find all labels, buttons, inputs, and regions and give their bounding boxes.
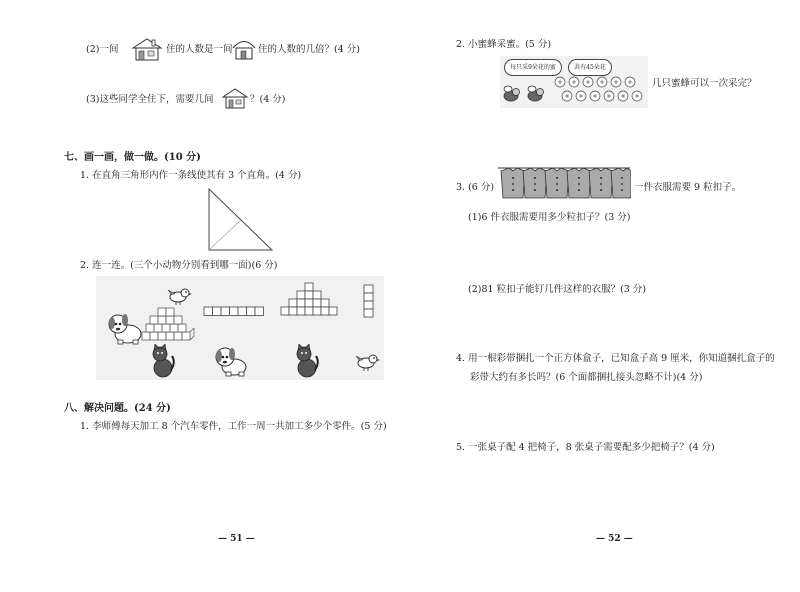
page-number-right: — 52 —: [596, 534, 633, 544]
q3-text: 一件衣服需要 9 粒扣子。: [634, 182, 742, 193]
cube-column-view[interactable]: [363, 284, 375, 318]
q5-text: 5. 一张桌子配 4 把椅子，8 张桌子需要配多少把椅子？(4 分): [456, 442, 715, 453]
bee-icon: [500, 80, 552, 108]
coat-icon: [497, 164, 631, 200]
q3-number: 3. (6 分): [456, 182, 495, 193]
q6-3-part-b: ？(4 分): [250, 94, 286, 105]
section-7-title: 七、画一画，做一做。(10 分): [64, 152, 201, 163]
q7-1-text: 1. 在直角三角形内作一条线使其有 3 个直角。(4 分): [80, 170, 302, 181]
q3-2-text: (2)81 粒扣子能钉几件这样的衣服？(3 分): [468, 284, 647, 295]
q2-title: 2. 小蜜蜂采蜜。(5 分): [456, 39, 552, 50]
flower-icon: [552, 72, 648, 108]
page-number-left: — 51 —: [218, 534, 255, 544]
speech-bubble-2: 共有45朵花: [568, 59, 612, 76]
section-8-title: 八、解决问题。(24 分): [64, 403, 171, 414]
cube-stack-figure: [140, 302, 196, 344]
q3-1-text: (1)6 件衣服需要用多少粒扣子？(3 分): [468, 212, 631, 223]
q2-question: 几只蜜蜂可以一次采完？: [652, 78, 757, 89]
dog-icon[interactable]: [212, 344, 252, 378]
q7-2-text: 2. 连一连。(三个小动物分别看到哪一面)(6 分): [80, 260, 278, 271]
q6-3-part-a: (3)这些同学全住下，需要几间: [86, 94, 214, 105]
house-icon: [231, 37, 257, 61]
house-icon: [221, 86, 249, 110]
cube-row-view[interactable]: [203, 305, 265, 317]
q4-line-1: 4. 用一根彩带捆扎一个正方体盒子，已知盒子高 9 厘米，你知道捆扎盒子的: [456, 353, 775, 364]
q6-2-part-a: (2)一间: [86, 44, 119, 55]
cat-icon[interactable]: [292, 344, 320, 378]
q6-2-part-b: 住的人数是一间: [166, 44, 233, 55]
cube-pyramid-view[interactable]: [280, 282, 342, 318]
house-icon: [130, 36, 164, 62]
bird-icon[interactable]: [354, 352, 380, 372]
q8-1-text: 1. 李师傅每天加工 8 个汽车零件，工作一周一共加工多少个零件。(5 分): [80, 421, 387, 432]
q4-line-2: 彩带大约有多长吗？(6 个面都捆扎接头忽略不计)(4 分): [470, 372, 703, 383]
right-triangle-figure: [206, 186, 276, 254]
cat-icon[interactable]: [148, 344, 176, 378]
q6-2-part-c: 住的人数的几倍？(4 分): [258, 44, 360, 55]
speech-bubble-1: 每只采9朵花的蜜: [504, 59, 562, 76]
